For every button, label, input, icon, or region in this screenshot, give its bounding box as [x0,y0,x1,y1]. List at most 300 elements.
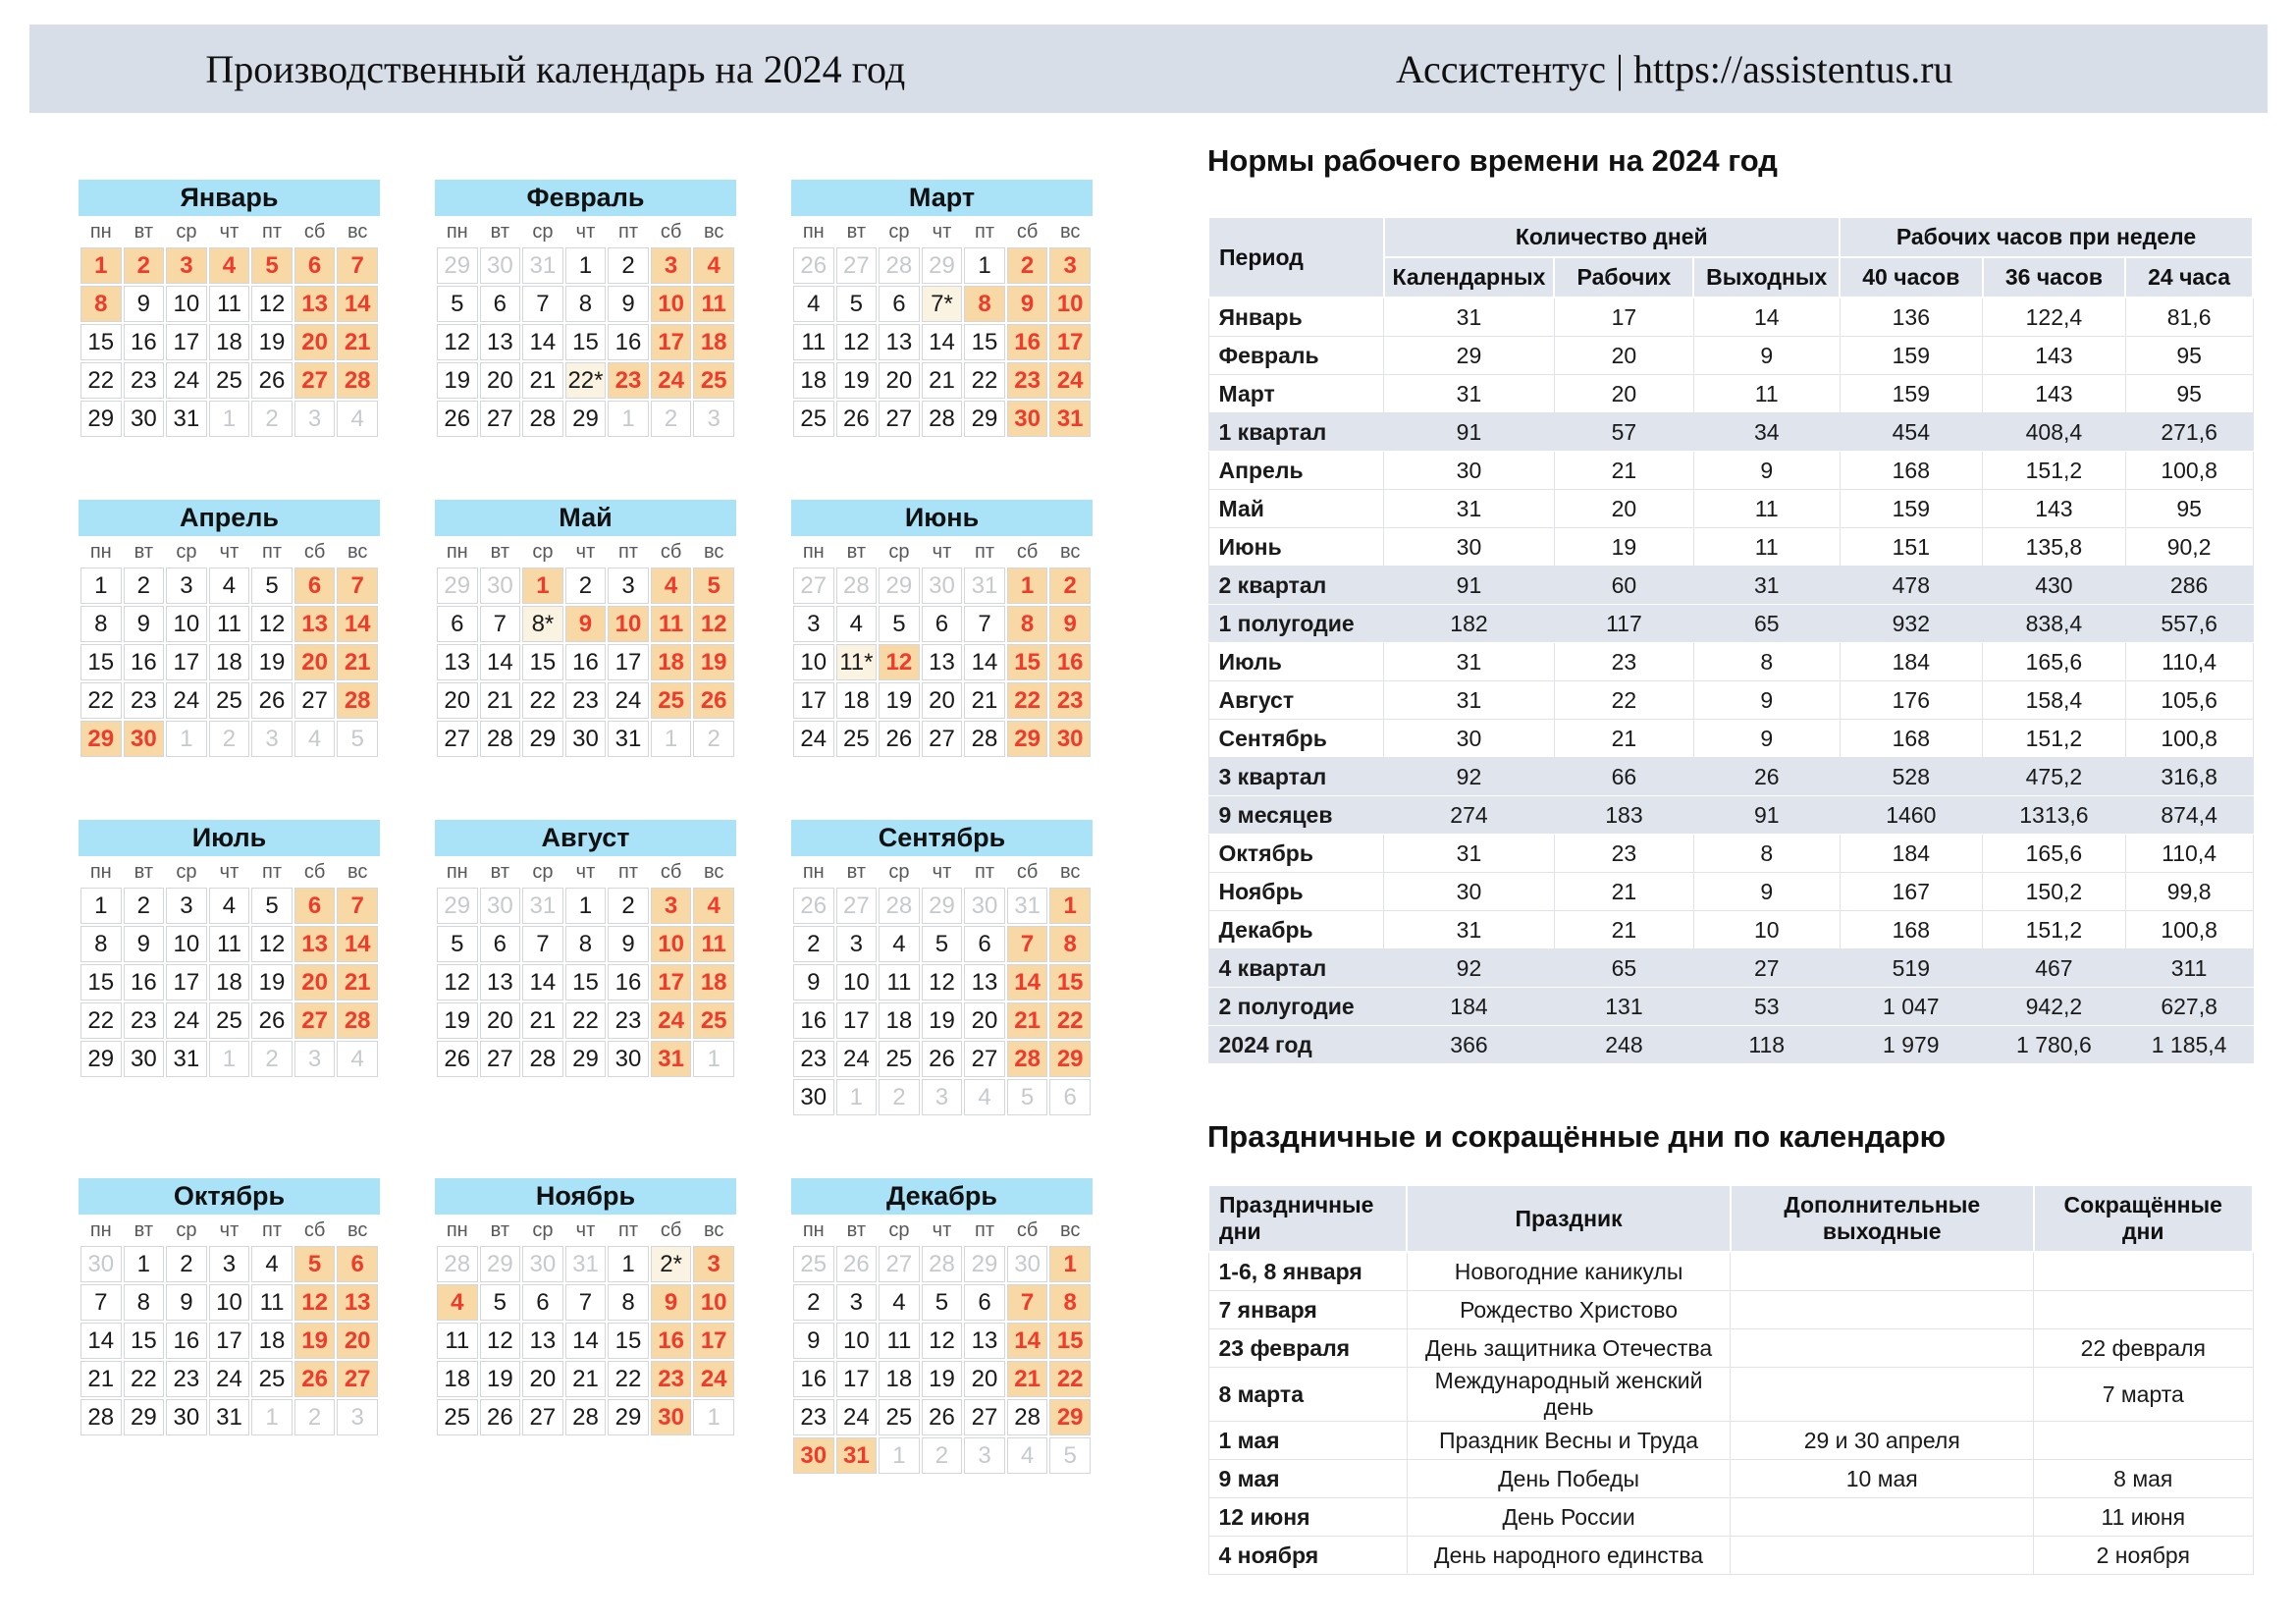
day-cell: 12 [437,964,478,1001]
day-cell: 5 [922,926,963,962]
month-title: Октябрь [79,1178,380,1215]
day-cell: 19 [480,1361,521,1397]
day-cell: 3 [166,568,207,604]
day-cell: 5 [251,247,293,284]
day-cell: 24 [651,362,692,399]
day-cell: 4 [879,1284,920,1321]
norms-value-cell: 99,8 [2125,873,2253,911]
norms-value-cell: 627,8 [2125,988,2253,1026]
day-cell: 24 [166,362,207,399]
day-cell: 30 [565,721,607,757]
day-cell: 29 [608,1399,649,1435]
norms-value-cell: 151 [1840,528,1983,567]
day-cell: 14 [480,644,521,680]
weekday-header-row [80,858,378,886]
norms-row [1208,720,2253,758]
day-cell: 26 [480,1399,521,1435]
norms-row [1208,1026,2253,1064]
norms-value-cell: 274 [1384,796,1555,835]
holiday-extra-days-cell [1731,1537,2034,1575]
day-cell: 30 [480,247,521,284]
holiday-name-cell: День России [1407,1498,1731,1537]
norms-value-cell: 183 [1554,796,1693,835]
day-cell: 9 [124,926,165,962]
day-cell: 22 [124,1361,165,1397]
day-cell: 29 [565,401,607,437]
norms-period-cell: 3 квартал [1208,758,1384,796]
day-cell: 29 [80,401,122,437]
norms-value-cell: 159 [1840,337,1983,375]
norms-subheader: Рабочих [1554,257,1693,298]
holiday-name-cell: Новогодние каникулы [1407,1252,1731,1291]
norms-value-cell: 838,4 [1983,605,2126,643]
norms-value-cell: 1 047 [1840,988,1983,1026]
day-cell: 11 [793,324,834,360]
day-cell: 4 [964,1079,1005,1115]
norms-value-cell: 167 [1840,873,1983,911]
norms-value-cell: 21 [1554,911,1693,949]
day-cell: 20 [337,1323,378,1359]
day-cell: 1 [693,1399,734,1435]
day-cell: 4 [251,1246,293,1282]
day-cell: 27 [294,1002,336,1039]
day-cell: 30 [124,1041,165,1077]
day-cell: 17 [166,324,207,360]
month-calendar [791,180,1093,439]
day-cell: 6 [337,1246,378,1282]
holiday-name-cell: День народного единства [1407,1537,1731,1575]
day-cell: 28 [565,1399,607,1435]
norms-row [1208,796,2253,835]
day-cell: 26 [836,401,878,437]
week-row [80,888,378,924]
day-cell: 28 [437,1246,478,1282]
day-cell: 1 [124,1246,165,1282]
day-cell: 9 [166,1284,207,1321]
day-cell: 21 [922,362,963,399]
day-cell: 23 [793,1041,834,1077]
holiday-dates-cell: 8 марта [1208,1368,1407,1422]
norms-value-cell: 34 [1693,413,1840,452]
week-row [793,1437,1091,1474]
day-cell: 27 [836,247,878,284]
day-cell: 2 [251,401,293,437]
day-cell: 1 [209,1041,250,1077]
norms-value-cell: 135,8 [1983,528,2126,567]
weekday-label: вс [703,220,724,243]
norms-value-cell: 65 [1554,949,1693,988]
day-cell: 2 [608,247,649,284]
day-cell: 31 [209,1399,250,1435]
day-cell: 20 [922,682,963,719]
day-cell: 14 [565,1323,607,1359]
day-cell: 27 [337,1361,378,1397]
day-cell: 19 [437,1002,478,1039]
day-cell: 21 [337,324,378,360]
day-cell: 31 [565,1246,607,1282]
day-cell: 26 [437,1041,478,1077]
weekday-label: ср [532,220,554,243]
norms-header-hours-group: Рабочих часов при неделе [1840,217,2253,257]
month-title: Январь [79,180,380,216]
day-cell: 28 [836,568,878,604]
day-cell: 25 [209,362,250,399]
norms-value-cell: 184 [1840,643,1983,681]
day-cell: 11 [209,606,250,642]
day-cell: 17 [836,1361,878,1397]
norms-value-cell: 31 [1384,490,1555,528]
norms-value-cell: 143 [1983,375,2126,413]
day-cell: 7 [337,247,378,284]
day-cell: 28 [964,721,1005,757]
day-cell: 3 [836,1284,878,1321]
norms-value-cell: 10 [1693,911,1840,949]
day-cell: 19 [836,362,878,399]
day-cell: 2 [1007,247,1048,284]
day-cell: 8 [1007,606,1048,642]
weekday-label: вс [703,860,724,883]
day-cell: 26 [793,247,834,284]
month-table [79,856,380,1079]
day-cell: 15 [565,324,607,360]
month-calendar [435,820,736,1079]
day-cell: 3 [608,568,649,604]
day-cell: 1 [1049,1246,1091,1282]
month-calendar [79,1178,380,1437]
day-cell: 4 [1007,1437,1048,1474]
week-row [80,721,378,757]
norms-period-cell: Февраль [1208,337,1384,375]
day-cell: 27 [879,401,920,437]
day-cell: 30 [124,721,165,757]
weekday-label: пт [618,220,639,243]
day-cell: 3 [922,1079,963,1115]
day-cell: 1 [1049,888,1091,924]
week-row [437,682,734,719]
day-cell: 1 [251,1399,293,1435]
norms-value-cell: 932 [1840,605,1983,643]
norms-value-cell: 9 [1693,873,1840,911]
month-title: Сентябрь [791,820,1093,856]
day-cell: 23 [166,1361,207,1397]
week-row [437,1399,734,1435]
week-row [437,606,734,642]
day-cell: 1 [80,568,122,604]
norms-value-cell: 60 [1554,567,1693,605]
day-cell: 6 [480,926,521,962]
holidays-header: Праздник [1407,1185,1731,1252]
day-cell: 11 [437,1323,478,1359]
day-cell: 22 [1049,1361,1091,1397]
day-cell: 6 [437,606,478,642]
month-calendar [435,180,736,439]
weekday-label: вт [490,860,510,883]
day-cell: 5 [437,926,478,962]
norms-value-cell: 286 [2125,567,2253,605]
day-cell: 23 [651,1361,692,1397]
norms-row [1208,873,2253,911]
week-row [80,1041,378,1077]
norms-value-cell: 143 [1983,337,2126,375]
week-row [793,568,1091,604]
norms-value-cell: 168 [1840,720,1983,758]
holiday-extra-days-cell [1731,1368,2034,1422]
day-cell: 26 [922,1041,963,1077]
norms-row [1208,949,2253,988]
day-cell: 24 [836,1041,878,1077]
day-cell: 4 [651,568,692,604]
day-cell: 8 [608,1284,649,1321]
holiday-extra-days-cell: 29 и 30 апреля [1731,1422,2034,1460]
month-title: Август [435,820,736,856]
weekday-label: ср [888,860,910,883]
day-cell: 21 [480,682,521,719]
norms-value-cell: 21 [1554,873,1693,911]
day-cell: 29 [1049,1041,1091,1077]
weekday-label: ср [176,860,197,883]
norms-value-cell: 92 [1384,949,1555,988]
holiday-name-cell: Праздник Весны и Труда [1407,1422,1731,1460]
holiday-short-day-cell: 7 марта [2034,1368,2253,1422]
day-cell: 3 [251,721,293,757]
day-cell: 2 [124,247,165,284]
day-cell: 27 [480,401,521,437]
day-cell: 4 [294,721,336,757]
norms-value-cell: 31 [1384,375,1555,413]
norms-period-cell: 2024 год [1208,1026,1384,1064]
day-cell: 13 [964,1323,1005,1359]
day-cell: 4 [337,1041,378,1077]
day-cell: 30 [166,1399,207,1435]
weekday-label: вт [133,220,154,243]
week-row [80,1361,378,1397]
month-calendar [79,180,380,439]
holiday-name-cell: Международный женский день [1407,1368,1731,1422]
day-cell: 5 [693,568,734,604]
norms-value-cell: 110,4 [2125,835,2253,873]
day-cell: 23 [124,362,165,399]
day-cell: 13 [964,964,1005,1001]
day-cell: 20 [437,682,478,719]
day-cell: 1 [879,1437,920,1474]
month-title: Март [791,180,1093,216]
day-cell: 17 [166,964,207,1001]
day-cell: 10 [836,964,878,1001]
weekday-label: чт [219,540,240,563]
day-cell: 14 [80,1323,122,1359]
norms-value-cell: 165,6 [1983,643,2126,681]
day-cell: 24 [166,682,207,719]
week-row [437,324,734,360]
norms-period-cell: 2 квартал [1208,567,1384,605]
day-cell: 20 [964,1361,1005,1397]
norms-period-cell: 2 полугодие [1208,988,1384,1026]
week-row [793,1246,1091,1282]
weekday-header-row [437,538,734,566]
norms-value-cell: 91 [1384,413,1555,452]
weekday-label: чт [932,860,952,883]
day-cell: 22 [80,1002,122,1039]
week-row [793,1323,1091,1359]
norms-row [1208,298,2253,337]
day-cell: 15 [964,324,1005,360]
day-cell: 3 [337,1399,378,1435]
day-cell: 23 [124,682,165,719]
day-cell: 18 [651,644,692,680]
holiday-extra-days-cell [1731,1329,2034,1368]
week-row [793,401,1091,437]
holiday-short-day-cell: 2 ноября [2034,1537,2253,1575]
month-title: Декабрь [791,1178,1093,1215]
weekday-header-row [793,858,1091,886]
day-cell: 31 [522,888,563,924]
day-cell: 16 [166,1323,207,1359]
day-cell: 1 [80,888,122,924]
day-cell: 18 [251,1323,293,1359]
day-cell: 18 [793,362,834,399]
day-cell: 31 [608,721,649,757]
day-cell: 6 [964,926,1005,962]
day-cell: 19 [294,1323,336,1359]
day-cell: 25 [836,721,878,757]
brand-link[interactable]: Ассистентус | https://assistentus.ru [1396,46,1953,91]
weekday-label: сб [303,1218,326,1241]
norms-value-cell: 942,2 [1983,988,2126,1026]
weekday-label: вс [347,220,368,243]
day-cell: 14 [964,644,1005,680]
day-cell: 28 [337,362,378,399]
weekday-label: вт [133,540,154,563]
holiday-row [1208,1291,2253,1329]
weekday-label: пт [975,220,995,243]
day-cell: 2 [251,1041,293,1077]
day-cell: 23 [608,1002,649,1039]
day-cell: 5 [251,888,293,924]
day-cell: 19 [922,1002,963,1039]
day-cell: 21 [964,682,1005,719]
norms-value-cell: 91 [1693,796,1840,835]
day-cell: 11 [209,286,250,322]
day-cell: 27 [836,888,878,924]
day-cell: 19 [251,324,293,360]
norms-value-cell: 9 [1693,337,1840,375]
month-table [791,536,1093,759]
day-cell: 12 [480,1323,521,1359]
norms-value-cell: 57 [1554,413,1693,452]
norms-value-cell: 21 [1554,452,1693,490]
weekday-label: пт [618,540,639,563]
day-cell: 30 [793,1437,834,1474]
day-cell: 12 [693,606,734,642]
week-row [793,286,1091,322]
day-cell: 30 [480,888,521,924]
day-cell: 9 [793,1323,834,1359]
day-cell: 12 [294,1284,336,1321]
weekday-label: ср [888,1218,910,1241]
norms-row [1208,681,2253,720]
day-cell: 12 [879,644,920,680]
day-cell: 6 [964,1284,1005,1321]
norms-value-cell: 467 [1983,949,2126,988]
week-row [437,964,734,1001]
norms-value-cell: 30 [1384,452,1555,490]
norms-header-period: Период [1208,217,1384,298]
week-row [80,606,378,642]
day-cell: 8 [80,606,122,642]
day-cell: 10 [166,926,207,962]
week-row [437,926,734,962]
day-cell: 23 [793,1399,834,1435]
day-cell: 18 [693,964,734,1001]
holidays-title: Праздничные и сокращённые дни по календарю [1207,1119,1947,1154]
weekday-label: сб [1016,860,1039,883]
norms-value-cell: 1 780,6 [1983,1026,2126,1064]
day-cell: 17 [651,324,692,360]
norms-value-cell: 117 [1554,605,1693,643]
day-cell: 1 [209,401,250,437]
day-cell: 19 [251,644,293,680]
day-cell: 2 [793,926,834,962]
day-cell: 4 [209,568,250,604]
norms-period-cell: Июль [1208,643,1384,681]
day-cell: 7 [522,286,563,322]
weekday-label: сб [1016,220,1039,243]
weekday-label: вс [1059,220,1081,243]
day-cell: 8* [522,606,563,642]
day-cell: 29 [437,568,478,604]
day-cell: 28 [922,401,963,437]
day-cell: 30 [964,888,1005,924]
day-cell: 2 [922,1437,963,1474]
weekday-label: чт [219,860,240,883]
day-cell: 13 [522,1323,563,1359]
norms-value-cell: 168 [1840,452,1983,490]
norms-value-cell: 8 [1693,643,1840,681]
day-cell: 29 [964,401,1005,437]
norms-value-cell: 9 [1693,720,1840,758]
day-cell: 2 [793,1284,834,1321]
week-row [437,644,734,680]
day-cell: 22* [565,362,607,399]
day-cell: 19 [922,1361,963,1397]
day-cell: 13 [294,926,336,962]
weekday-header-row [80,218,378,245]
day-cell: 21 [522,1002,563,1039]
day-cell: 10 [1049,286,1091,322]
weekday-label: вт [490,220,510,243]
day-cell: 14 [522,964,563,1001]
day-cell: 22 [1007,682,1048,719]
weekday-label: чт [575,860,596,883]
day-cell: 1 [693,1041,734,1077]
weekday-label: пт [975,860,995,883]
day-cell: 27 [522,1399,563,1435]
day-cell: 7 [337,888,378,924]
day-cell: 9 [124,286,165,322]
day-cell: 18 [437,1361,478,1397]
day-cell: 26 [251,362,293,399]
norms-value-cell: 557,6 [2125,605,2253,643]
day-cell: 20 [522,1361,563,1397]
day-cell: 29 [480,1246,521,1282]
day-cell: 11 [693,286,734,322]
day-cell: 27 [294,362,336,399]
day-cell: 8 [80,926,122,962]
weekday-label: вс [1059,1218,1081,1241]
weekday-label: пн [89,860,112,883]
week-row [793,362,1091,399]
day-cell: 29 [1049,1399,1091,1435]
